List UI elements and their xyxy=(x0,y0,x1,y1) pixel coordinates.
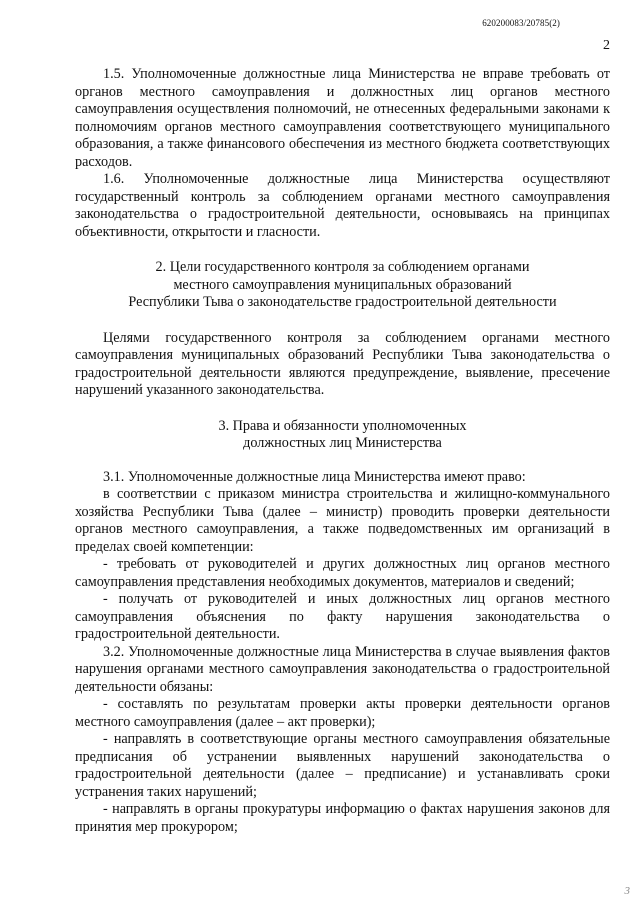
section-3-heading-line-1: 3. Права и обязанности уполномоченных xyxy=(218,417,467,434)
section-2-body: Целями государственного контроля за соблюдением органами местного самоуправления муниципальных образований Республики Тыва законодательства о градостроительной деятельности являются предупреждение, выявление, пресечение нарушений указанного законодательства. xyxy=(75,329,610,398)
paragraph-1-6: 1.6. Уполномоченные должностные лица Министерства осуществляют государственный контроль за соблюдением органами местного самоуправления законодательства о градостроительной деятельности, основываясь на принципах объективности, открытости и гласности. xyxy=(75,171,610,240)
section-3-heading-line-2: должностных лиц Министерства xyxy=(243,435,442,451)
paragraph-3-2-b: - направлять в соответствующие органы местного самоуправления обязательные предписания об устранении выявленных нарушений законодательства о градостроительной деятельности (далее – предписание) и устанавливать сроки устранения таких нарушений; xyxy=(75,731,610,800)
paragraph-1-5: 1.5. Уполномоченные должностные лица Министерства не вправе требовать от органов местного самоуправления и должностных лиц органов местного самоуправления осуществления полномочий, не отнесенных федеральными законами к полномочиям органов местного самоуправления соответствующего муниципального образования, а также финансового обеспечения из местного бюджета соответствующих расходов. xyxy=(75,66,610,170)
corner-mark: 3 xyxy=(624,885,630,897)
paragraph-3-2: 3.2. Уполномоченные должностные лица Министерства в случае выявления фактов нарушения органами местного самоуправления законодательства о градостроительной деятельности обязаны: xyxy=(75,643,610,695)
paragraph-3-2-a: - составлять по результатам проверки акты проверки деятельности органов местного самоуправления (далее – акт проверки); xyxy=(75,696,610,730)
paragraph-3-1-a: в соответствии с приказом министра строительства и жилищно-коммунального хозяйства Республики Тыва (далее – министр) проводить проверки деятельности органов местного самоуправления, а также подведомственных им организаций в пределах своей компетенции: xyxy=(75,486,610,555)
paragraph-3-1-b: - требовать от руководителей и других должностных лиц органов местного самоуправления представления необходимых документов, материалов и сведений; xyxy=(75,556,610,590)
document-body xyxy=(75,66,610,836)
paragraph-3-2-c: - направлять в органы прокуратуры информацию о фактах нарушения законов для принятия мер прокурором; xyxy=(75,801,610,835)
document-number: 620200083/20785(2) xyxy=(482,18,560,28)
paragraph-3-1: 3.1. Уполномоченные должностные лица Министерства имеют право: xyxy=(103,468,526,485)
section-2-heading-line-2: местного самоуправления муниципальных образований xyxy=(173,276,512,293)
section-2-heading-line-3: Республики Тыва о законодательстве градостроительной деятельности xyxy=(128,294,557,310)
paragraph-3-1-c: - получать от руководителей и иных должностных лиц органов местного самоуправления объяснения по факту нарушения законодательства о градостроительной деятельности. xyxy=(75,591,610,642)
section-2-heading-line-1: 2. Цели государственного контроля за соблюдением органами xyxy=(155,259,530,275)
page-number: 2 xyxy=(603,38,610,53)
